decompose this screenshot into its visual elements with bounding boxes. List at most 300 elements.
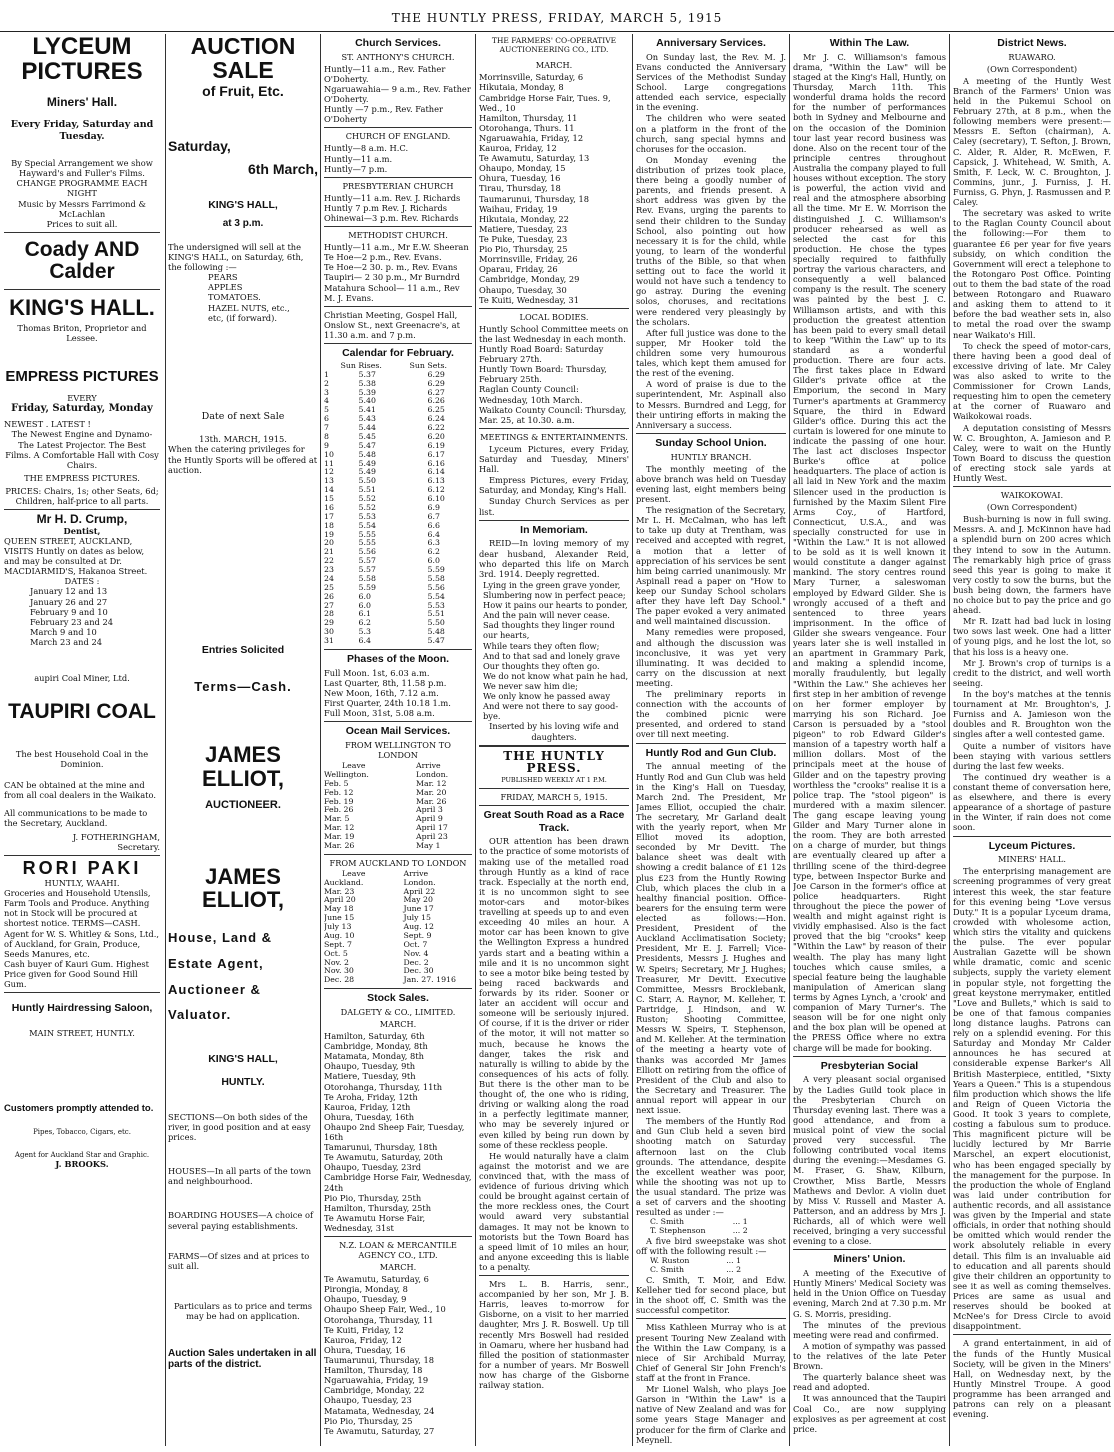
farmers-item: Te Awamutu, Saturday, 13 xyxy=(479,153,590,164)
calendar-cell: 6.24 xyxy=(427,414,445,424)
ocean-cell: Dec. 28 xyxy=(324,975,355,985)
calendar-row xyxy=(324,619,472,628)
crump-date: February 23 and 24 xyxy=(30,616,114,627)
col2-huntly: HUNTLY. xyxy=(221,1075,265,1088)
crump-dates-label: DATES : xyxy=(64,576,100,587)
stock-item: Ohaupo 2nd Sheep Fair, Tuesday, 16th xyxy=(324,1121,465,1143)
score-name: T. Stephenson xyxy=(650,1226,706,1236)
calendar-cell: 5.53 xyxy=(358,511,376,521)
ocean-cell: Nov. 2 xyxy=(324,957,349,967)
calendar-cell: 8 xyxy=(324,431,329,441)
ocean-cell: Oct. 5 xyxy=(324,948,348,958)
calendar-cell: 6.14 xyxy=(427,467,445,477)
calendar-cell: 6.20 xyxy=(427,431,445,441)
particulars: Particulars as to price and terms may be had on application. xyxy=(173,1300,313,1322)
calendar-cell: 6.2 xyxy=(427,547,440,557)
memoriam-text: REID—In loving memory of my dear husband, Alexander Reid, who departed this life on March 3rd. 1914. Deeply regretted. xyxy=(479,538,629,579)
calendar-cell: 5.51 xyxy=(358,485,376,495)
road-paragraph: Mrs L. B. Harris, senr., accompanied by her son, Mr J. B. Harris, leaves to-morrow for Gisborne, on a visit to her married daughter, Mrs J. R. Boswell. Up till recently Mrs Boswell had resided in Oamaru, where her husband had filled the position of stationmaster for a number of years. Mr Boswell now has charge of the Gisborne railway station. xyxy=(479,1279,629,1391)
ocean-cell: Mar. 5 xyxy=(324,814,350,824)
calendar-row xyxy=(324,397,472,406)
district-paragraph-2: Mr R. Izatt had bad luck in losing two sows last week. One had a litter of young pigs, and he lost the lot, so that his loss is a heavy one. xyxy=(953,616,1111,657)
calendar-cell: 6.22 xyxy=(427,423,445,433)
anniversary-title: Anniversary Services. xyxy=(656,37,766,49)
calendar-row xyxy=(324,584,472,593)
calendar-row xyxy=(324,637,472,646)
rod-gun-title: Huntly Rod and Gun Club. xyxy=(645,746,777,759)
stock-item: Te Awamutu, Saturday, 27 xyxy=(324,1425,435,1436)
auction-sales: Auction Sales undertaken in all parts of the district. xyxy=(168,1348,317,1370)
lyceum-paragraph: A grand entertainment, in aid of the funds of the Huntly Musical Society, will be given in the Miners' Hall, on Wednesday next, by the Huntly Minstrel Troupe. A good programme has been arranged and patrons can rely on a pleasant evening. xyxy=(953,1338,1111,1420)
calendar-cell: 5 xyxy=(324,405,329,415)
stock-item: Hamilton, Thursday, 25th xyxy=(324,1202,432,1213)
memoriam-verse-line: We do not know what pain he had, xyxy=(483,670,629,681)
column-1 xyxy=(4,34,160,1446)
auction-next-date: 13th. MARCH, 1915. xyxy=(199,434,287,445)
moon-line: Full Moon, 31st, 5.08 a.m. xyxy=(324,708,435,719)
presbyterian-paragraph: A very pleasant social organised by the Ladies Guild took place in the Presbyterian Church on Thursday evening last. There was a good attendance, and from a musical point of view the social proved very successful. The following contributed vocal items during the evening:—Mesdames G. M. Fraser, G. Shaw, Kilburn, Crowther, Miss Bartle, Messrs Mathews and Devlor. A violin duet by Miss V. Russell and Master A. Patterson, and an address by Mrs J. Richards, all of which were well received, bringing a very successful evening to a close. xyxy=(793,1074,946,1247)
presbyterian-social-title: Presbyterian Social xyxy=(820,1059,919,1072)
memoriam-verse-line: We only know he passed away xyxy=(483,691,611,702)
memoriam-verse-line: And to that sad and lonely grave xyxy=(483,650,620,661)
church-england: CHURCH OF ENGLAND. xyxy=(345,131,451,142)
stock-item: Te Kuiti, Friday, 12 xyxy=(324,1324,404,1335)
score-place: ... 1 xyxy=(726,1256,742,1266)
ocean-cell: April 17 xyxy=(416,823,448,833)
stock-item: Cambridge, Monday, 22 xyxy=(324,1385,425,1396)
christian-meeting: Christian Meeting, Gospel Hall, Onslow St., next Greenacre's, at 11.30 a.m. and 7 p.m. xyxy=(324,309,460,340)
stock-item: Ohura, Tuesday, 16th xyxy=(324,1111,415,1122)
farmers-title: THE FARMERS' CO-OPERATIVE AUCTIONEERING CO., LTD. xyxy=(491,36,617,55)
ocean-cell: July 13 xyxy=(324,922,352,932)
ocean-cell: Sept. 7 xyxy=(324,939,352,949)
calendar-cell: 6.27 xyxy=(427,387,445,397)
church-line: Te Hoe—2 p.m., Rev. Evans. xyxy=(324,252,442,263)
calendar-cell: 6.12 xyxy=(427,485,445,495)
gun-tail: Miss Kathleen Murray who is at present Touring New Zealand with the Within the Law Company, is a niece of Sir Archibald Murray, Chief of General Sir John French's staff at the front in France. xyxy=(636,1322,786,1384)
stock-item: Te Awamutu, Saturday, 6 xyxy=(324,1274,429,1285)
ocean-cell: May 20 xyxy=(403,895,433,905)
auction-day: Saturday, xyxy=(168,137,231,154)
auction-items xyxy=(168,272,318,323)
road-title: Great South Road as a Race Track. xyxy=(483,808,625,834)
score-name: C. Smith xyxy=(650,1217,685,1227)
hairdressing-agent: Agent for Auckland Star and Graphic. xyxy=(14,1150,150,1159)
taupiri-best: The best Household Coal in the Dominion. xyxy=(15,749,149,770)
calendar-cell: 5.51 xyxy=(427,609,445,619)
calendar-cell: 26 xyxy=(324,591,334,601)
auction-time: at 3 p.m. xyxy=(222,218,264,230)
memoriam-verse xyxy=(479,580,629,722)
calendar-cell: 19 xyxy=(324,529,334,539)
hairdressing-pipes: Pipes, Tobacco, Cigars, etc. xyxy=(33,1128,131,1137)
calendar-cell: 13 xyxy=(324,476,334,486)
column-5 xyxy=(636,34,786,1446)
church-line: Huntly—11 a.m., Rev. Father O'Doherty. xyxy=(324,63,446,84)
church-line: Huntly 7 p.m Rev. J. Richards xyxy=(324,202,448,213)
local-bodies-title: LOCAL BODIES. xyxy=(519,311,589,322)
masthead xyxy=(0,0,1114,30)
stock-item: Ngaruawahia, Friday, 19 xyxy=(324,1375,429,1386)
anniversary-paragraph: The children who were seated on a platform in the front of the church, sang special hymns and choruses for the occasion. xyxy=(636,113,786,154)
empress-days: Friday, Saturday, Monday xyxy=(11,403,153,415)
ocean-cell: Nov. 30 xyxy=(324,966,354,976)
sunday-paragraph: The resignation of the Secretary, Mr L. H. McCalman, who has left to take up duty at Trentham, was received and accepted with regret, a motion that a letter of appreciation of his services be sent him being carried unanimously. Mr Aspinall read a paper on "How to keep our Sunday School scholars after they have left Day School." The paper evoked a very animated and well maintained discussion. xyxy=(636,505,786,627)
church-anthony: ST. ANTHONY'S CHURCH. xyxy=(341,51,455,62)
ocean-header: London. xyxy=(416,769,449,779)
score-place: ... 2 xyxy=(726,1265,742,1275)
ocean-cell: Mar. 19 xyxy=(324,832,355,842)
ocean-header: Auckland. xyxy=(324,877,364,887)
calendar-row xyxy=(324,548,472,557)
lyceum-pictures-sub: MINERS' HALL. xyxy=(998,854,1066,865)
ocean-header: Wellington. xyxy=(324,769,369,779)
column-rule xyxy=(165,34,166,1446)
stock-item: Taumarunui, Thursday, 18 xyxy=(324,1355,435,1366)
calendar-cell: 6.7 xyxy=(427,511,440,521)
calendar-cell: 6.4 xyxy=(427,529,440,539)
stock-item: Ohura, Tuesday, 16 xyxy=(324,1344,406,1355)
crump-sub: Dentist, xyxy=(63,525,101,536)
column-6 xyxy=(793,34,946,1446)
lyceum-music: Music by Messrs Farrimond & McLachlan xyxy=(18,198,146,219)
calendar-cell: 10 xyxy=(324,449,334,459)
calendar-cell: 29 xyxy=(324,618,334,628)
church-line: Te Hoe—2 30. p. m., Rev. Evans xyxy=(324,262,458,273)
memoriam-verse-line: Slumbering now in perfect peace; xyxy=(483,590,626,600)
district-correspondent: (Own Correspondent) xyxy=(986,63,1078,74)
boarding-ad: BOARDING HOUSES—A choice of several paying establishments. xyxy=(168,1210,314,1231)
press-sub: PUBLISHED WEEKLY AT 1 P.M. xyxy=(501,775,607,784)
stock-item: Hamilton, Saturday, 6th xyxy=(324,1030,425,1041)
coady-calder: Coady AND Calder xyxy=(24,237,140,283)
ocean-cell: Feb. 19 xyxy=(324,796,354,806)
auction-item: TOMATOES. xyxy=(208,292,261,303)
calendar-cell: 5.58 xyxy=(427,573,445,583)
hairdressing-name: J. BROOKS. xyxy=(55,1159,109,1170)
masthead-rule xyxy=(0,31,1114,32)
calendar-row xyxy=(324,557,472,566)
stock-item: Pio Pio, Thursday, 25 xyxy=(324,1415,413,1426)
gun-tail: C. Smith, T. Moir, and Edw. Kelleher tied for second place, but in the shoot off, C. Smith was the successful competitor. xyxy=(636,1275,786,1316)
ocean-auckland-table xyxy=(324,870,472,985)
calendar-row xyxy=(324,477,472,486)
farmers-item: Cambridge, Monday, 29 xyxy=(479,274,580,285)
crump-address: QUEEN STREET, AUCKLAND, xyxy=(4,535,133,546)
district-paragraph-2: In the boy's matches at the tennis tournament at Mr. Broughton's, J. Furniss and A. Jamieson won the doubles and R. Broughton won the singles after a well contested game. xyxy=(953,689,1111,740)
calendar-cell: 6.19 xyxy=(427,440,445,450)
calendar-cell: 5.49 xyxy=(358,467,376,477)
stock-item: Ohaupo Sheep Fair, Wed., 10 xyxy=(324,1304,446,1315)
calendar-cell: 5.54 xyxy=(427,591,445,601)
ocean-row xyxy=(324,842,472,851)
crump-text: VISITS Huntly on dates as below, and may be consulted at Dr. MACDIARMID'S, Hakanoa Street. xyxy=(4,546,148,577)
stock-list-2 xyxy=(324,1274,472,1436)
estate-agent: Estate Agent, xyxy=(168,955,264,971)
ocean-row xyxy=(324,976,472,985)
calendar-cell: 5.49 xyxy=(358,458,376,468)
calendar-cell: 5.59 xyxy=(427,565,445,575)
gun-scores-2 xyxy=(650,1257,755,1275)
ocean-cell: May 18 xyxy=(324,904,354,914)
lyceum-paragraph: The enterprising management are screening programmes of very great interest this week, the star feature for this evening being "Love versus Duty." It is a popular Lyceum drama, crowded with wholesome action, which stirs the vitality and quickens the pulse. The ever popular Australian Gazette will be shown while dramatic, comic and scenic subjects, supply the variety element in popular style, not forgetting the great keystone merrymaker, entitled "Love and Bullets," which is said to be one of that famous companies long distance laughs. Patrons can rely on a splendid evening. For this Saturday and Monday Mr Calder announces he has secured at considerable expense Barker's All British Masterpiece, entitled, "Sixty Years a Queen." This is a stupendous film production which shows the life and Reign of Queen Victoria the Good. It took 3 years to complete, costing a fabulous sum to produce. This magnificent picture will be lucidly lectured by Mr Barrie Marschel, an expert elocutionist, who has been engaged specially by the management for the purpose. In the production the whole of England was laid under contribution for authentic records, and all assistance was given by the Imperial and state officials, in order that nothing should be omitted which would render the work absolutely reliable in every detail. This film is an invaluable aid to education and all parents should give their children an opportunity to see it as well as coming themselves. Prices are same as usual and reserves should be booked at McNee's for Dress Circle to avoid disappointment. xyxy=(953,866,1111,1332)
stock-item: Matamata, Wednesday, 24 xyxy=(324,1405,435,1416)
memoriam-verse-line: Sad thoughts they linger round our hearts, xyxy=(483,620,615,641)
farmers-item: Kauroa, Friday, 12 xyxy=(479,143,557,154)
church-line: Huntly—11 a.m. Rev. J. Richards xyxy=(324,192,461,203)
gun-paragraph: The members of the Huntly Rod and Gun Club held a seven bird shooting match on Saturday afternoon last on the Club grounds. The attendance, despite the excellent weather was poor, while the shooting was not up to the usual standard. The prize was a set of carvers and the shooting resulted as under :— xyxy=(636,1116,786,1218)
farmers-item: Hamilton, Thursday, 11 xyxy=(479,112,578,123)
church-line: Matahura School— 11 a.m., Rev M. J. Evans. xyxy=(324,282,460,303)
within-law-paragraph: Mr J. C. Williamson's famous drama, "Within the Law" will be staged at the King's Hall, Huntly, on Thursday, March 11th. This wonderful drama holds the record for the number of performances both in Sydney and Melbourne and on the occasion of the Dominion tour last year record business was done. Also on the recent tour of the principle centres throughout Australia the company played to full houses without exception. The story is powerful, the action vivid and real and the atmosphere absorbing all the time. Mr E. W. Morrison the distinguished J. C. Williamson's producer rehearsed as well as selected the cast for this production. He chose the types specially required to faithfully portray the various characters, and consequently a well balanced company is the result. The scenery was painted by the best J. C. Williamson artists, and with this production the greatest attention has been paid to every small detail to keep "Within the Law" up to its standard as a wonderful production. There are four acts. The first takes place in Edward Gilder's private office at the Emporium, the second in Mary Turner's apartments at Grammercy Square, the third in Edward Gilder's office. During this act the curtain is lowered for one minute to indicate the passing of one hour. The last act discloses Inspector Burke's office at police headquarters. The place of action is all laid in New York and the maxim Silencer used in the production is furnished by the Maxim Silent Fire Arms Coy., of Hartford, Connecticut, U.S.A., and was specially constructed for use in "Within the Law." It is not allowed to be sold as it is well known it would constitute a danger against mankind. The story centres round Mary Turner, a saleswoman employed by Edward Gilder. She is wrongly accused of a theft and sentenced to three years imprisonment. In the office of Gilder she swears vengeance. Four years later she is well installed in an apartment in Grammary Park, and making a splendid income, morally fraudulently, but legally "Within the Law." She achieves her first step in her ambition of revenge on her former employer by marrying his son Richard. Joe Carson is persuaded by a "stool pigeon" to rob Edward Gilder's mansion of a tapestry worth half a million dollars. Most of the principals meet at the house of Gilder and on the tapestry proving worthless the "crooks" realise it is a police trap. The "stool pigeon" is murdered with a maxim silencer. The gang escape leaving young Gilder and Mary Turner alone in the room. They are both arrested on a charge of murder, but things are eventually cleared up after a thrilling scene of the third-degree type, between Inspector Burke and Joe Carson in the former's office at police headquarters. Right throughout the piece the power of wealth and might against right is vividly emphasised. Also is the fact proved that the big "crooks" keep "Within the Law" by reason of their wealth. The play has many light touches which cause smiles, a special feature being the laughable manipulation of American slang terms by Agnes Lynch, a 'crook' and companion of Mary Turner's. The season will be for one night only and the box plan will be opened at the PRESS Office where no extra charge will be made for booking. xyxy=(793,51,946,1053)
calendar-row xyxy=(324,522,472,531)
empress-text: The Newest Engine and Dynamo- The Latest Projector. The Best Films. A Comfortable Hall with Cosy Chairs. xyxy=(5,429,159,470)
calendar-cell: 5.3 xyxy=(358,627,371,637)
local-line: Huntly Road Board: Saturday February 27th. xyxy=(479,344,604,365)
calendar-cell: 4 xyxy=(324,396,329,406)
terms-cash: Terms—Cash. xyxy=(194,678,292,694)
calendar-cell: 6.26 xyxy=(427,396,445,406)
score-name: W. Ruston xyxy=(650,1256,690,1266)
ocean-cell: Mar. 23 xyxy=(324,886,355,896)
calendar-cell: 5.57 xyxy=(358,565,376,575)
stock-march-2: MARCH. xyxy=(379,1262,417,1273)
stock-nz-loan: N.Z. LOAN & MERCANTILE AGENCY CO., LTD. xyxy=(339,1240,457,1261)
farmers-item: Otorohanga, Thurs. 11 xyxy=(479,122,575,133)
ocean-cell: Sept. 9 xyxy=(403,930,432,940)
ocean-header: London. xyxy=(403,877,436,887)
lyceum-title: LYCEUM xyxy=(32,34,132,60)
empress-name: THE EMPRESS PICTURES. xyxy=(24,472,140,483)
farmers-item: Ohura, Tuesday, 16 xyxy=(479,173,561,184)
ocean-cell: Mar. 26 xyxy=(324,840,355,850)
auction-item: etc, (if forward). xyxy=(208,312,277,323)
church-line: Ngaruawahia— 9 a.m., Rev. Father O'Doherty. xyxy=(324,84,471,105)
district-paragraph-2: Quite a number of visitors have been staying with various settlers during the last few weeks. xyxy=(953,740,1111,771)
road-paragraph: He would naturally have a claim against the motorist and we are convinced that, with the mass of evidence of furious driving which could be brought against certain of the more reckless ones, the Court would award very substantial damages. It may not be known to motorists but the Town Board has a speed limit of 10 miles an hour, and anyone exceeding this is liable to a penalty. xyxy=(479,1150,629,1272)
auctioneer-2: Auctioneer & xyxy=(168,981,261,997)
calendar-cell: 30 xyxy=(324,627,334,637)
calendar-row xyxy=(324,566,472,575)
church-presbyterian: PRESBYTERIAN CHURCH xyxy=(342,180,454,191)
entries-solicited: Entries Solicited xyxy=(201,643,285,656)
district-paragraph-2: The continued dry weather is a constant theme of conversation here, as elsewhere, and there is every appearance of a shortage of pasture in the Winter, if rain does not come soon. xyxy=(953,771,1111,833)
gun-sweep: A five bird sweepstake was shot off with the following result :— xyxy=(636,1236,786,1257)
calendar-cell: 5.59 xyxy=(358,582,376,592)
farms-ad: FARMS—Of sizes and at prices to suit all. xyxy=(168,1250,310,1271)
calendar-cell: 18 xyxy=(324,520,334,530)
calendar-cell: 5.43 xyxy=(358,414,376,424)
calendar-cell: 2 xyxy=(324,378,329,388)
church-line: Huntly—11 a.m. xyxy=(324,153,393,164)
lyceum-arrangement: By Special Arrangement we show Hayward's and Fuller's Films. xyxy=(11,158,153,179)
calendar-cell: 6.4 xyxy=(358,636,371,646)
calendar-cell: 5.40 xyxy=(358,396,376,406)
miners-paragraph: The quarterly balance sheet was read and adopted. xyxy=(793,1372,946,1393)
empress-prices: PRICES: Chairs, 1s; other Seats, 6d; Children, half-price to all parts. xyxy=(5,486,159,507)
calendar-cell: 6.0 xyxy=(427,556,440,566)
stock-item: Kauroa, Friday, 12 xyxy=(324,1334,402,1345)
farmers-item: Ohaupo, Tuesday, 30 xyxy=(479,284,567,295)
meetings-line: Sunday Church Services as per list. xyxy=(479,496,629,517)
calendar-cell: 5.45 xyxy=(358,431,376,441)
miners-union-title: Miners' Union. xyxy=(833,1253,906,1266)
ocean-cell: April 22 xyxy=(403,886,436,896)
calendar-cell: 27 xyxy=(324,600,334,610)
ocean-cell: July 15 xyxy=(403,913,431,923)
moon-line: Last Quarter, 8th, 11.58 p.m. xyxy=(324,677,447,688)
calendar-cell: 5.52 xyxy=(358,494,376,504)
lyceum-venue: Miners' Hall. xyxy=(46,95,118,110)
hairdressing-title: Huntly Hairdressing Saloon, xyxy=(11,1002,153,1015)
calendar-cell: 21 xyxy=(324,547,334,557)
calendar-cell: 6.0 xyxy=(358,600,371,610)
calendar-row xyxy=(324,628,472,637)
church-line: Ohinewai—3 p.m. Rev. Richards xyxy=(324,213,459,223)
column-rule xyxy=(320,34,321,1446)
ocean-cell: May 1 xyxy=(416,840,441,850)
memoriam-verse-line: Lying in the green grave yonder, xyxy=(483,579,621,590)
ocean-cell: Dec. 2 xyxy=(403,957,429,967)
stock-item: Otorohanga, Thursday, 11th xyxy=(324,1081,443,1092)
kings-hall-proprietor: Thomas Briton, Proprietor and Lessee. xyxy=(17,323,147,344)
calendar-row xyxy=(324,575,472,584)
calendar-cell: 5.55 xyxy=(358,538,376,548)
auction-place: KING'S HALL, xyxy=(208,199,278,212)
crump-date: February 9 and 10 xyxy=(30,606,108,617)
stock-item: Ohaupo, Tuesday, 23rd xyxy=(324,1162,422,1173)
calendar-cell: 5.50 xyxy=(427,618,445,628)
district-paragraph: To check the speed of motor-cars, there having been a good deal of excessive driving of late. Mr Caley was also asked to write to the Commissioner for Crown Lands, requesting him to open the cemetery at the corner of Ruawaro and Waikokowai roads. xyxy=(953,340,1111,422)
lyceum-pictures-title: Lyceum Pictures. xyxy=(988,839,1076,852)
stock-item: Te Awamutu, Saturday, 20th xyxy=(324,1152,443,1163)
calendar-row xyxy=(324,451,472,460)
calendar-cell: 20 xyxy=(324,538,334,548)
calendar-cell: 6.9 xyxy=(427,502,440,512)
empress-title: EMPRESS PICTURES xyxy=(5,368,159,386)
stock-item: Otorohanga, Thursday, 11 xyxy=(324,1314,434,1325)
calendar-row xyxy=(324,380,472,389)
calendar-row xyxy=(324,468,472,477)
stock-item: Matamata, Monday, 8th xyxy=(324,1051,424,1062)
farmers-item: Te Puke, Tuesday, 23 xyxy=(479,234,568,245)
auction-item: PEARS xyxy=(208,272,238,283)
calendar-cell: 5.39 xyxy=(358,387,376,397)
stock-item: Cambridge, Monday, 8th xyxy=(324,1041,428,1052)
stock-item: Cambridge Horse Fair, Wednesday, 24th xyxy=(324,1172,472,1193)
stock-item: Ohaupo, Tuesday, 9th xyxy=(324,1061,416,1072)
sunday-paragraph: The preliminary reports in connection with the accounts of the combined picnic were presented, and ordered to stand over till next meeting. xyxy=(636,689,786,740)
calendar-cell: 15 xyxy=(324,494,334,504)
calendar-row xyxy=(324,610,472,619)
farmers-item: Morrinsville, Friday, 26 xyxy=(479,254,578,265)
district-waikokowai: WAIKOKOWAI. xyxy=(1000,490,1064,501)
calendar-cell: 7 xyxy=(324,423,329,433)
calendar-cell: 5.50 xyxy=(358,476,376,486)
moon-line: New Moon, 16th, 7.12 a.m. xyxy=(324,687,439,698)
hairdressing-address: MAIN STREET, HUNTLY. xyxy=(29,1028,135,1039)
crump-date: March 23 and 24 xyxy=(30,637,103,648)
calendar-cell: 6.3 xyxy=(427,538,440,548)
calendar-cell: 24 xyxy=(324,573,334,583)
moon-title: Phases of the Moon. xyxy=(346,652,450,665)
farmers-march: MARCH. xyxy=(535,60,573,71)
memoriam-verse-line: How it pains our hearts to ponder, xyxy=(483,600,628,611)
stock-item: Hamilton, Thursday, 18 xyxy=(324,1365,423,1376)
ocean-cell: April 3 xyxy=(416,805,443,815)
district-correspondent-2: (Own Correspondent) xyxy=(986,502,1078,513)
calendar-cell: 5.47 xyxy=(358,440,376,450)
lyceum-prices: Prices to suit all. xyxy=(46,218,118,229)
stock-march: MARCH. xyxy=(379,1018,417,1029)
calendar-row xyxy=(324,504,472,513)
calendar-row xyxy=(324,513,472,522)
column-7 xyxy=(953,34,1111,1446)
house-land: House, Land & xyxy=(168,930,273,946)
calendar-cell: 12 xyxy=(324,467,334,477)
calendar-cell: 6.17 xyxy=(427,449,445,459)
kings-hall-title: KING'S HALL. xyxy=(9,294,155,320)
miners-paragraph: A motion of sympathy was passed to the relatives of the late Peter Brown. xyxy=(793,1340,946,1372)
calendar-row xyxy=(324,486,472,495)
empress-newest: NEWEST . LATEST ! xyxy=(4,419,91,430)
miners-paragraph: It was announced that the Taupiri Coal Co., are now supplying explosives as per agreement at cost price. xyxy=(793,1393,946,1434)
column-rule xyxy=(789,34,790,1446)
calendar-cell: 1 xyxy=(324,369,329,379)
local-line: Huntly Town Board: Thursday, February 25th. xyxy=(479,364,607,385)
farmers-item: Waihau, Friday, 19 xyxy=(479,203,558,214)
auction-item: HAZEL NUTS, etc., xyxy=(208,302,290,313)
calendar-cell: 11 xyxy=(324,458,334,468)
taupiri-sig: J. FOTHERINGHAM, xyxy=(72,831,160,842)
col2-kings-hall: KING'S HALL, xyxy=(208,1052,278,1065)
meetings-title: MEETINGS & ENTERTAINMENTS. xyxy=(480,431,628,442)
within-law-title: Within The Law. xyxy=(829,37,910,49)
calendar-table xyxy=(324,362,472,646)
ocean-cell: Aug. 12 xyxy=(403,922,435,932)
farmers-item: Ngaruawahia, Friday, 12 xyxy=(479,132,584,143)
calendar-row xyxy=(324,495,472,504)
calendar-cell: 5.53 xyxy=(427,600,445,610)
ocean-from-wellington: FROM WELLINGTON TO LONDON xyxy=(345,740,451,761)
sunday-school-title: Sunday School Union. xyxy=(655,436,767,449)
local-line: Raglan County Council: Wednesday, 10th March. xyxy=(479,384,583,405)
taupiri-comm: All communications to be made to the Secretary, Auckland. xyxy=(4,807,148,828)
stock-dalgety: DALGETY & CO., LIMITED. xyxy=(340,1006,456,1017)
calendar-row xyxy=(324,371,472,380)
empress-every: EVERY xyxy=(67,393,97,404)
ocean-cell: Mar. 12 xyxy=(324,823,355,833)
stock-sales-title: Stock Sales. xyxy=(367,992,429,1005)
church-line: Taupiri— 2 30 p.m., Mr Burndrd xyxy=(324,272,460,283)
taupiri-secretary: Secretary. xyxy=(117,842,160,853)
calendar-cell: 14 xyxy=(324,485,334,495)
ocean-header: Arrive xyxy=(416,761,441,771)
farmers-item: Te Kuiti, Wednesday, 31 xyxy=(479,294,579,305)
lyceum-days: Every Friday, Saturday and Tuesday. xyxy=(10,118,154,142)
ocean-cell: Oct. 7 xyxy=(403,939,428,949)
column-rule xyxy=(475,34,476,1446)
calendar-cell: 6.29 xyxy=(427,369,445,379)
ocean-header: Arrive xyxy=(403,868,429,878)
press-date: FRIDAY, MARCH 5, 1915. xyxy=(500,791,608,802)
press-title: THE HUNTLY PRESS. xyxy=(503,748,605,776)
calendar-cell: 5.37 xyxy=(358,369,376,379)
ocean-from-auckland: FROM AUCKLAND TO LONDON xyxy=(329,857,467,868)
stock-item: Te Awamutu Horse Fair, Wednesday, 31st xyxy=(324,1212,426,1234)
ocean-cell: June 15 xyxy=(324,913,355,923)
calendar-row xyxy=(324,406,472,415)
